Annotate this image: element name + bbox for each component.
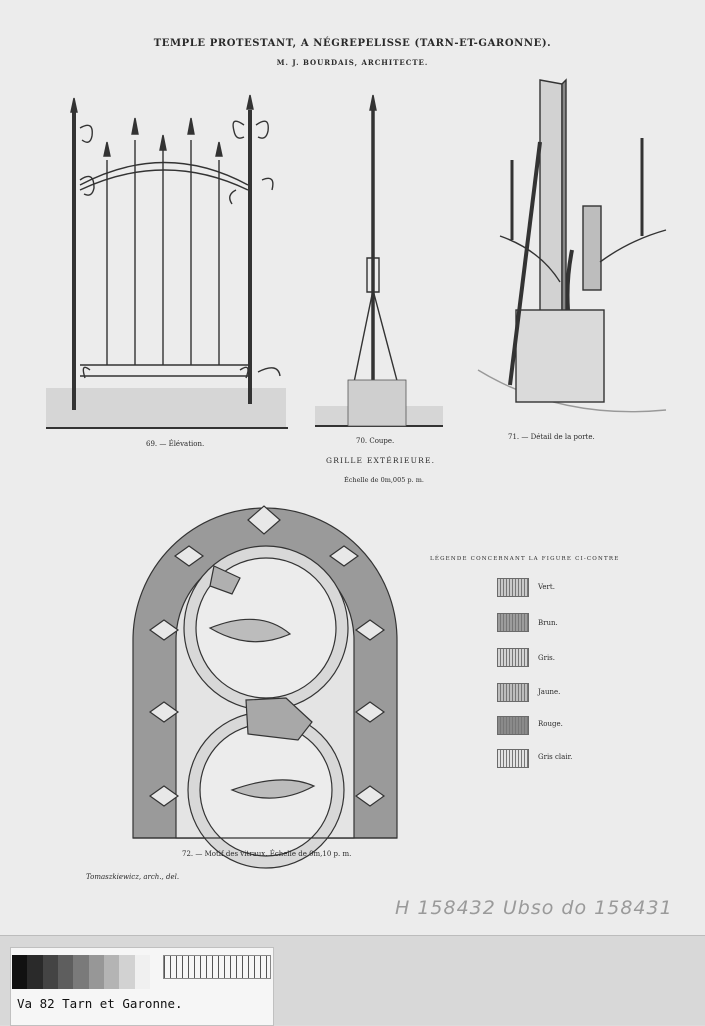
legend-label-jaune: Jaune. [538,688,561,696]
catalog-label: Va 82 Tarn et Garonne. [17,996,183,1011]
legend-label-vert: Vert. [538,583,555,591]
page-title: TEMPLE PROTESTANT, A NÉGREPELISSE (TARN-ET-GARONNE). [153,38,552,49]
legend-label-gris-clair: Gris clair. [538,753,573,761]
figure-69-caption: 69. — Élévation. [146,440,205,448]
gate-elevation-drawing [46,95,288,428]
legend-swatch-gris [497,648,529,667]
legend-swatch-gris-clair [497,749,529,768]
legend-title: LÉGENDE CONCERNANT LA FIGURE CI-CONTRE [430,556,620,562]
stained-glass-drawing [133,506,397,868]
figure-72-caption: 72. — Motif des vitraux. Échelle de 0m,10 p. m. [182,850,352,858]
figure-70-caption: 70. Coupe. [356,437,395,445]
group-title: GRILLE EXTÉRIEURE. [326,456,436,465]
group-scale: Échelle de 0m,005 p. m. [344,476,424,484]
gate-section-drawing [315,95,443,426]
measurement-ruler [163,955,271,979]
legend-label-brun: Brun. [538,619,558,627]
legend-swatch-vert [497,578,529,597]
handwritten-note: H 158432 Ubso do 158431 [395,897,673,919]
legend-label-gris: Gris. [538,654,555,662]
grayscale-calibration-strip [12,955,150,989]
legend-swatch-rouge [497,716,529,735]
figure-71-caption: 71. — Détail de la porte. [508,433,595,441]
legend-label-rouge: Rouge. [538,720,563,728]
gate-detail-drawing [478,80,666,412]
draftsman-signature: Tomaszkiewicz, arch., del. [86,873,180,881]
legend-swatch-jaune [497,683,529,702]
page-subtitle: M. J. BOURDAIS, ARCHITECTE. [276,58,429,67]
legend-swatch-brun [497,613,529,632]
